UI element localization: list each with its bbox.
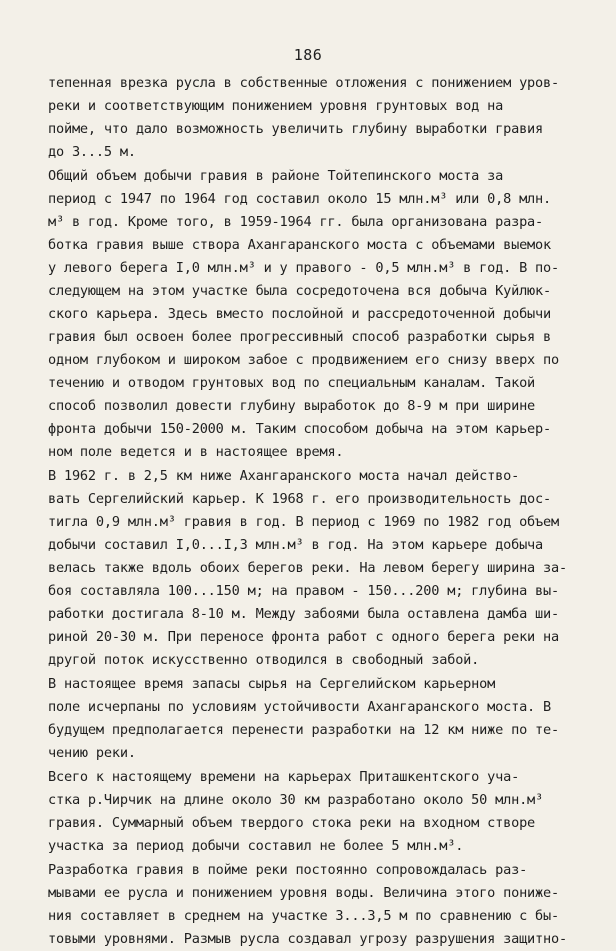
text-line: В настоящее время запасы сырья на Сергелийском карьерном xyxy=(48,676,496,692)
text-line: м³ в год. Кроме того, в 1959-1964 гг. была организована разра- xyxy=(48,214,544,230)
paragraph-2 xyxy=(48,165,588,464)
text-line: тепенная врезка русла в собственные отложения с понижением уров- xyxy=(48,75,559,91)
text-line: гравия был освоен более прогрессивный способ разработки сырья в xyxy=(48,329,552,345)
text-line: ботка гравия выше створа Ахангаранского моста с объемами выемок xyxy=(48,237,552,253)
text-line: риной 20-30 м. При переносе фронта работ с одного берега реки на xyxy=(48,629,559,645)
text-line: будущем предполагается перенести разработки на 12 км ниже по те- xyxy=(48,722,559,738)
text-line: Общий объем добычи гравия в районе Тойтепинского моста за xyxy=(48,168,504,184)
text-line: товыми уровнями. Размыв русла создавал угрозу разрушения защитно- xyxy=(48,931,567,947)
paragraph-1 xyxy=(48,72,588,164)
text-line: работки достигала 8-10 м. Между забоями была оставлена дамба ши- xyxy=(48,606,559,622)
text-line: тигла 0,9 млн.м³ гравия в год. В период с 1969 по 1982 год объем xyxy=(48,514,559,530)
text-line: гравия. Суммарный объем твердого стока реки на входном створе xyxy=(48,815,536,831)
text-line: пойме, что дало возможность увеличить глубину выработки гравия xyxy=(48,121,544,137)
text-line: Разработка гравия в пойме реки постоянно сопровождалась раз- xyxy=(48,862,528,878)
text-line: одном глубоком и широком забое с продвижением его снизу вверх по xyxy=(48,352,559,368)
paragraph-5 xyxy=(48,766,588,858)
text-line: мывами ее русла и понижением уровня воды. Величина этого пониже- xyxy=(48,885,559,901)
paragraph-4 xyxy=(48,673,588,765)
paragraph-6 xyxy=(48,859,588,951)
text-line: фронта добычи 150-2000 м. Таким способом добыча на этом карьер- xyxy=(48,421,552,437)
text-line: велась также вдоль обоих берегов реки. На левом берегу ширина за- xyxy=(48,560,567,576)
text-line: реки и соответствующим понижением уровня грунтовых вод на xyxy=(48,98,504,114)
text-line: добычи составил I,0...I,3 млн.м³ в год. На этом карьере добыча xyxy=(48,537,544,553)
text-line: участка за период добычи составил не более 5 млн.м³. xyxy=(48,838,464,854)
text-line: течению и отводом грунтовых вод по специальным каналам. Такой xyxy=(48,375,536,391)
text-line: В 1962 г. в 2,5 км ниже Ахангаранского моста начал действо- xyxy=(48,468,520,484)
text-line: ского карьера. Здесь вместо послойной и рассредоточенной добычи xyxy=(48,306,552,322)
text-line: чению реки. xyxy=(48,745,136,761)
text-line: период с 1947 по 1964 год составил около 15 млн.м³ или 0,8 млн. xyxy=(48,191,552,207)
text-line: поле исчерпаны по условиям устойчивости Ахангаранского моста. В xyxy=(48,699,552,715)
paragraph-3 xyxy=(48,465,588,672)
text-line: способ позволил довести глубину выработок до 8-9 м при ширине xyxy=(48,398,536,414)
text-line: Всего к настоящему времени на карьерах Приташкентского уча- xyxy=(48,769,520,785)
text-line: у левого берега I,0 млн.м³ и у правого - 0,5 млн.м³ в год. В по- xyxy=(48,260,559,276)
text-line: вать Сергелийский карьер. К 1968 г. его производительность дос- xyxy=(48,491,552,507)
text-line: ния составляет в среднем на участке 3...3,5 м по сравнению с бы- xyxy=(48,908,559,924)
document-body xyxy=(48,72,588,951)
text-line: до 3...5 м. xyxy=(48,144,136,160)
text-line: стка р.Чирчик на длине около 30 км разработано около 50 млн.м³ xyxy=(48,792,544,808)
text-line: другой поток искусственно отводился в свободный забой. xyxy=(48,652,480,668)
text-line: следующем на этом участке была сосредоточена вся добыча Куйлюк- xyxy=(48,283,552,299)
text-line: ном поле ведется и в настоящее время. xyxy=(48,444,344,460)
text-line: боя составляла 100...150 м; на правом - 150...200 м; глубина вы- xyxy=(48,583,559,599)
page-number: 186 xyxy=(293,46,323,64)
